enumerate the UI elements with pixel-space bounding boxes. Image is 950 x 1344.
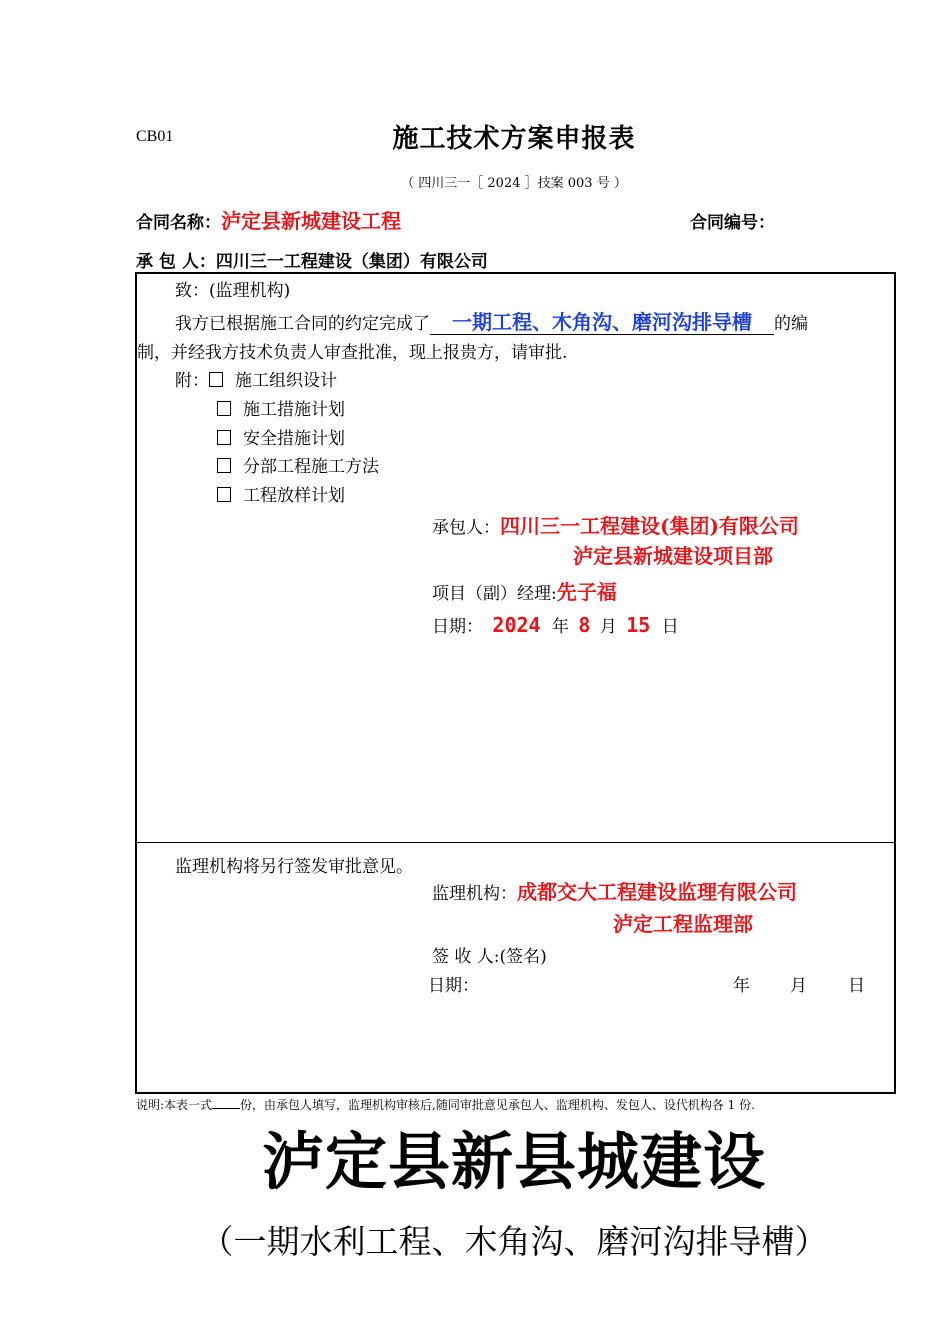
supervision-day-unit: 日 [848,976,865,996]
attachment-row-2 [217,395,345,420]
date-month: 8 [578,613,591,637]
attachment-row-3 [217,424,345,449]
supervision-org-row [432,876,797,905]
date-year-unit: 年 [551,617,569,637]
manager-name: 先子福 [556,580,617,604]
contract-name-value: 泸定县新城建设工程 [221,209,401,233]
note-prefix: 说明:本表一式 [136,1098,213,1112]
supervision-year-unit: 年 [733,976,750,996]
manager-row [432,576,617,605]
supervision-department: 泸定工程监理部 [613,912,753,936]
signer-company: 四川三一工程建设(集团)有限公司 [500,514,799,538]
receiver-label: 签 收 人:(签名) [432,947,547,967]
manager-label: 项目（副）经理: [432,584,557,604]
form-table [135,272,896,1094]
attachment-label: 安全措施计划 [243,429,345,449]
section-divider [137,842,894,843]
document-number: （ 四川三一［ 2024 ］技案 003 号 ） [401,176,627,191]
attachment-label: 工程放样计划 [243,486,345,506]
contract-number-label: 合同编号： [690,213,775,233]
intro-line-1 [175,306,808,335]
attachment-row-1 [175,366,337,391]
checkbox-icon[interactable] [217,487,231,502]
addressee-line: 致：(监理机构) [175,281,291,301]
form-note [136,1096,755,1113]
attachment-label: 分部工程施工方法 [243,457,379,477]
attachment-row-4 [217,452,379,477]
cover-title: 泸定县新县城建设 [261,1129,766,1197]
supervision-date-label: 日期： [428,976,479,996]
attachment-label: 施工措施计划 [243,400,345,420]
checkbox-icon[interactable] [217,430,231,445]
date-year: 2024 [492,613,541,637]
cover-subtitle: （一期水利工程、木角沟、磨河沟排导槽） [200,1222,828,1261]
date-day-unit: 日 [661,617,679,637]
contract-name-label: 合同名称： [136,213,221,233]
checkbox-icon[interactable] [209,372,223,387]
signer-department: 泸定县新城建设项目部 [573,544,773,568]
note-suffix: 份，由承包人填写，监理机构审核后,随同审批意见承包人、监理机构、发包人、设代机构各 1 份. [240,1098,755,1112]
form-title: 施工技术方案申报表 [392,124,636,154]
attachments-label: 附： [175,371,209,391]
supervision-org-name: 成都交大工程建设监理有限公司 [517,880,797,904]
submission-date-row [432,612,679,637]
contract-name-row [136,205,401,234]
checkbox-icon[interactable] [217,401,231,416]
intro-suffix: 的编 [774,314,808,334]
date-month-unit: 月 [599,617,617,637]
supervision-org-label: 监理机构： [432,884,517,904]
copies-blank [212,1108,240,1109]
attachment-label: 施工组织设计 [235,371,337,391]
intro-prefix: 我方已根据施工合同的约定完成了 [175,314,430,334]
intro-line-2: 制，并经我方技术负责人审查批准，现上报贵方，请审批. [137,343,568,363]
signer-label: 承包人： [432,518,500,538]
signer-row [432,510,799,539]
date-label: 日期： [432,617,483,637]
attachment-row-5 [217,481,345,506]
contractor-value: 四川三一工程建设（集团）有限公司 [215,252,488,272]
contractor-row [136,247,488,272]
supervision-note: 监理机构将另行签发审批意见。 [175,857,413,877]
contractor-label: 承 包 人： [136,252,216,272]
project-name: 一期工程、木角沟、磨河沟排导槽 [430,310,774,335]
supervision-month-unit: 月 [790,976,807,996]
date-day: 15 [626,613,651,637]
form-code: CB01 [136,128,174,145]
checkbox-icon[interactable] [217,458,231,473]
